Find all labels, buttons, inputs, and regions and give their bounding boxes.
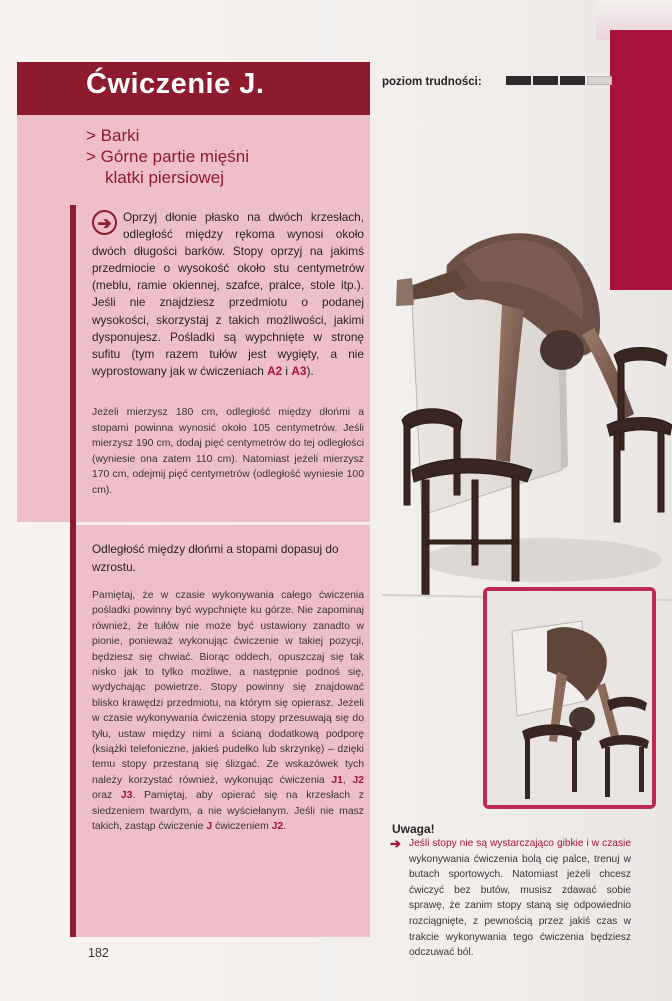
exercise-ref: J2 (352, 774, 364, 786)
height-note: Jeżeli mierzysz 180 cm, odległość między dłońmi a stopami powinna wynosić około 105 centymetrów. Jeśli mierzysz 190 cm, dodaj pięć centymetrów do tej odległości (wyniesie ona zatem 110 cm). Natomiast jeżeli mierzysz 170 cm, odejmij pięć centymetrów (odległość wyniesie 100 cm). (92, 407, 364, 496)
adjust-note: Odległość między dłońmi a stopami dopasuj do wzrostu. (92, 542, 339, 574)
exercise-ref: A3 (291, 363, 307, 378)
difficulty-segment-empty (587, 76, 612, 85)
tips-text (92, 588, 364, 835)
exercise-ref: J1 (331, 774, 343, 786)
muscle-item: > Górne partie mięśni (86, 147, 249, 166)
exercise-ref: A2 (267, 363, 283, 378)
exercise-ref: J3 (120, 790, 133, 802)
exercise-ref: J2 (271, 821, 284, 833)
exercise-photo (382, 170, 672, 610)
accent-bar (70, 205, 76, 937)
target-muscles (86, 125, 249, 188)
arrow-right-icon: ➔ (390, 836, 401, 851)
tips-part: oraz (92, 790, 121, 802)
arrow-right-circle-icon: ➔ (92, 210, 117, 235)
instructions-part: Oprzyj dłonie płasko na dwóch krzesłach, odległość między rękoma wynosi około dwóch długości barków. Stopy oprzyj na jakimś przedmiocie o wysokość około stu centymetrów (meblu, ramie okiennej, szafce, pralce, stole itp.). Jeśli nie znajdziesz przedmiotu o podanej wysokości, skorzystaj z takich możliwości, jakimi dysponujesz. Pośladki są wypchnięte w stronę sufitu (tym razem tułów jest wygięty, a nie wyprostowany jak w ćwiczeniach (92, 210, 364, 378)
warning-lead: Jeśli stopy nie są wystarczająco gibkie i w czasie (409, 838, 631, 849)
muscle-item-continued: klatki piersiowej (105, 168, 225, 187)
tips-part: , (342, 774, 353, 786)
difficulty-segment (560, 76, 585, 85)
page-number: 182 (88, 946, 109, 960)
exercise-ref: J (206, 821, 213, 833)
difficulty-meter (506, 76, 612, 85)
difficulty-segment (533, 76, 558, 85)
warning-text (409, 836, 631, 961)
inset-photo (487, 591, 652, 805)
tips-part: . Pamiętaj, aby opierać się na krzesłach z siedzeniem twardym, a nie wyściełanym. Jeśli nie masz takich, zastąp ćwiczenie (92, 790, 364, 833)
tips-part: ćwiczeniem (212, 821, 272, 833)
exercise-title: Ćwiczenie J. (86, 68, 265, 100)
difficulty-label: poziom trudności: (382, 76, 482, 88)
tips-part: . (283, 821, 287, 833)
difficulty-segment (506, 76, 531, 85)
instructions-part: i (282, 363, 292, 378)
instructions-text (92, 209, 364, 380)
muscle-item: > Barki (86, 126, 140, 145)
tips-part: Pamiętaj, że w czasie wykonywania całego ćwiczenia pośladki powinny być wypchnięte ku górze. Nie zapominaj również, że tułów nie może być ustawiony zanadto w pionie, ponieważ wykonując ćwiczenie w takiej pozycji, będziesz się chwiać. Biorąc oddech, opuszczaj się tak nisko jak to tylko możliwe, a następnie podnoś się, wydychając powietrze. Stopy powinny się znajdować blisko krawędzi przedmiotu, na którym się opierasz. Jeżeli w czasie wykonywania ćwiczenia stopy przesuwają się do tyłu, ustaw między nimi a ścianą dodatkową podporę (książki telefoniczne, jakieś pudełko lub skrzynkę) – dzięki temu stopy przestaną się ślizgać. Ze wskazówek tych należy korzystać również, wykonując ćwiczenia (92, 590, 364, 786)
instructions-part: ). (306, 363, 314, 378)
warning-title: Uwaga! (392, 822, 435, 836)
warning-body: wykonywania ćwiczenia bolą cię palce, trenuj w butach sportowych. Natomiast jeżeli chcesz ćwiczyć bez butów, musisz zdawać sobie sprawę, że zanim stopy staną się odpowiednio rozciągnięte, z pewnością przez jakiś czas w trakcie wykonywania tego ćwiczenia będziesz odczuwać ból. (409, 853, 631, 959)
